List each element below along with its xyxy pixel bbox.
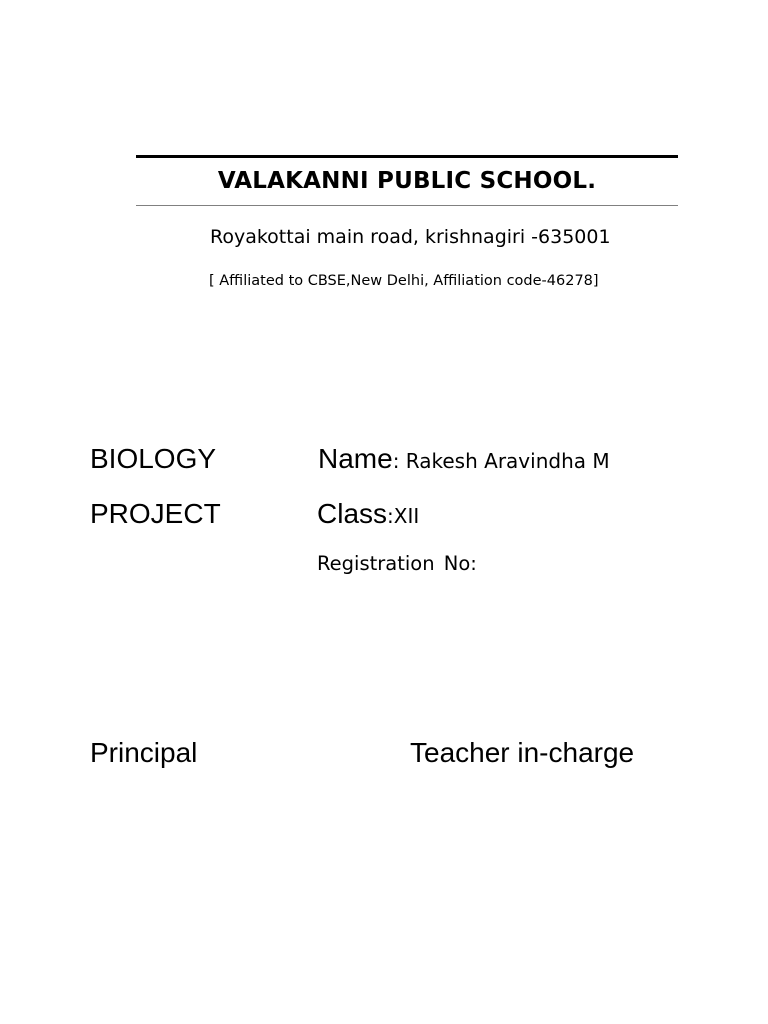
school-address: Royakottai main road, krishnagiri -635001 bbox=[210, 226, 611, 248]
affiliation-note: [ Affiliated to CBSE,New Delhi, Affiliation code-46278] bbox=[209, 273, 599, 289]
student-name-row bbox=[318, 442, 610, 478]
teacher-signature-label: Teacher in-charge bbox=[410, 737, 635, 768]
subject-line-1: BIOLOGY bbox=[90, 443, 217, 474]
class-value: :XII bbox=[387, 504, 420, 528]
principal-signature-label: Principal bbox=[90, 737, 198, 768]
registration-number-label: Registration No: bbox=[317, 552, 477, 575]
subject-line-2: PROJECT bbox=[90, 498, 221, 529]
header-top-rule bbox=[136, 155, 678, 158]
class-label: Class bbox=[317, 498, 388, 529]
name-value: : Rakesh Aravindha M bbox=[392, 449, 610, 473]
school-name: VALAKANNI PUBLIC SCHOOL. bbox=[217, 168, 597, 194]
name-label: Name bbox=[318, 443, 393, 474]
header-bottom-rule bbox=[136, 205, 678, 206]
student-class-row bbox=[317, 497, 419, 533]
